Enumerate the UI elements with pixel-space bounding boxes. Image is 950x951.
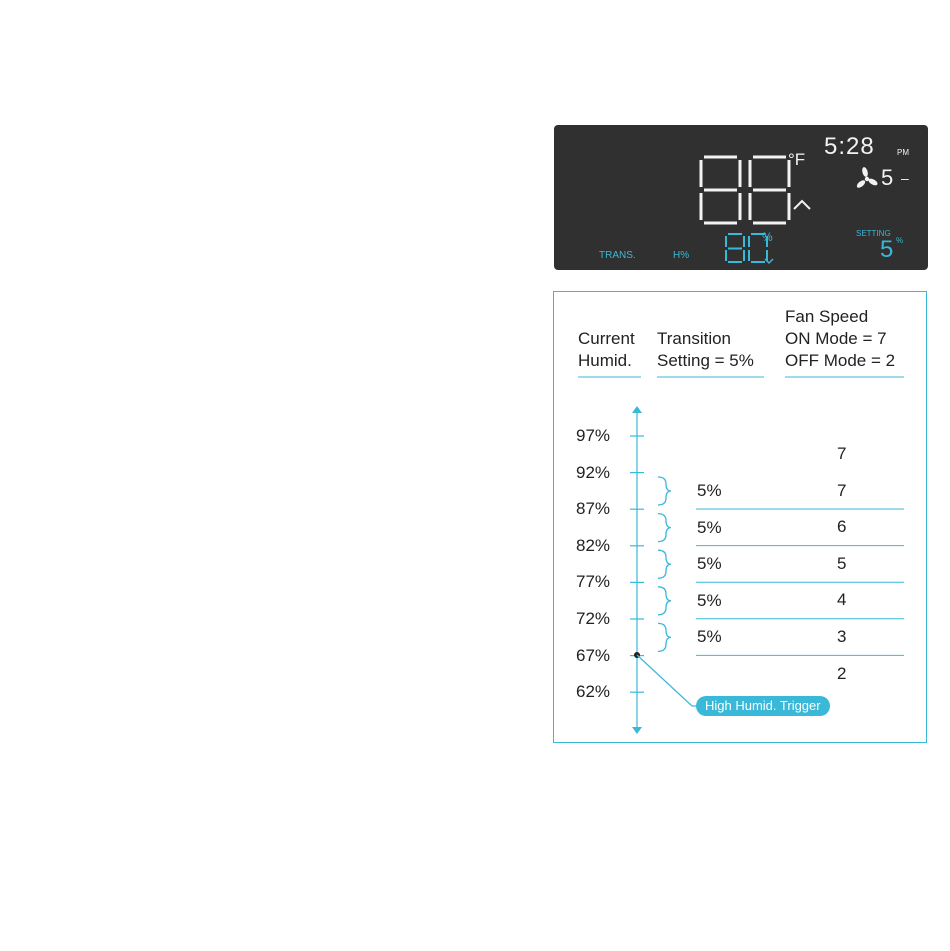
- clock-period: PM: [897, 148, 909, 157]
- transition-value: 5%: [697, 554, 722, 574]
- brace-icon: [658, 550, 671, 578]
- temperature-digits: [701, 157, 789, 223]
- transition-value: 5%: [697, 481, 722, 500]
- current-humid-header: Current Humid.: [578, 329, 635, 370]
- trans-label: TRANS.: [599, 250, 636, 261]
- fan-icon: [855, 166, 878, 189]
- fan-speed-header: Fan Speed ON Mode = 7 OFF Mode = 2: [785, 307, 896, 370]
- transition-value: 5%: [697, 590, 722, 610]
- fan-speed-value: 2: [837, 663, 847, 683]
- trigger-leader-line: [637, 655, 699, 706]
- setting-label: SETTING: [856, 229, 891, 238]
- temp-unit: °F: [788, 150, 806, 169]
- transition-value: 5%: [697, 627, 722, 647]
- humidity-fan-diagram: [553, 291, 927, 743]
- axis-arrow-up-icon: [632, 406, 642, 413]
- brace-icon: [658, 477, 671, 505]
- humidity-digits: [726, 234, 767, 262]
- fan-speed-value: 6: [837, 517, 847, 537]
- humidity-tick-label: 77%: [576, 572, 611, 592]
- setting-unit: %: [896, 236, 904, 245]
- axis-arrow-down-icon: [632, 727, 642, 734]
- brace-icon: [658, 587, 671, 615]
- lcd-display: [554, 125, 928, 270]
- fan-level: 5: [881, 165, 894, 190]
- high-humid-trigger-badge: High Humid. Trigger: [696, 696, 830, 716]
- h-percent-label: H%: [673, 250, 690, 261]
- humidity-tick-label: 82%: [576, 535, 611, 555]
- fan-speed-value: 3: [837, 627, 847, 646]
- humidity-tick-label: 62%: [576, 682, 611, 702]
- humidity-tick-label: 87%: [576, 499, 611, 519]
- brace-icon: [658, 623, 671, 651]
- chevron-up-icon: [794, 201, 810, 209]
- humidity-tick-label: 92%: [576, 462, 611, 482]
- fan-speed-value: 7: [837, 444, 847, 463]
- brace-icon: [658, 514, 671, 542]
- humidity-tick-label: 67%: [576, 645, 611, 665]
- humidity-unit: %: [762, 230, 773, 244]
- transition-header: Transition Setting = 5%: [657, 329, 754, 370]
- humidity-tick-label: 72%: [576, 609, 611, 628]
- fan-speed-value: 5: [837, 553, 847, 573]
- chevron-down-icon: [765, 259, 773, 263]
- fan-speed-value: 7: [837, 480, 847, 500]
- clock-time: 5:28: [824, 133, 875, 160]
- setting-value: 5: [880, 236, 894, 263]
- fan-dash: –: [901, 170, 909, 186]
- transition-value: 5%: [697, 517, 722, 537]
- fan-speed-value: 4: [837, 590, 847, 610]
- humidity-tick-label: 97%: [576, 426, 611, 445]
